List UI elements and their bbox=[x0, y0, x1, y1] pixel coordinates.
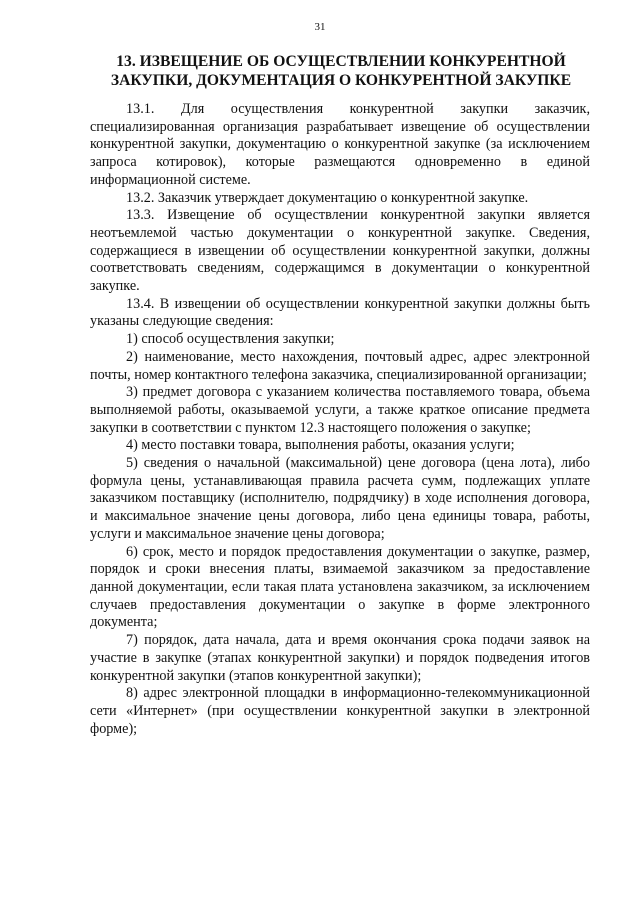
list-item-1: 1) способ осуществления закупки; bbox=[126, 331, 335, 348]
paragraph-13-4: 13.4. В извещении об осуществлении конкурентной закупки должны быть указаны следующие сведения: bbox=[90, 295, 590, 330]
list-item-2: 2) наименование, место нахождения, почтовый адрес, адрес электронной почты, номер контактного телефона заказчика, специализированной организации; bbox=[90, 348, 590, 383]
page-number: 31 bbox=[314, 21, 326, 33]
paragraph-13-1: 13.1. Для осуществления конкурентной закупки заказчик, специализированная организация разрабатывает извещение об осуществлении конкурентной закупки, документацию о конкурентной закупке (за исключением запроса котировок), которые размещаются одновременно в единой информационной системе. bbox=[90, 101, 590, 188]
paragraph-13-3: 13.3. Извещение об осуществлении конкурентной закупки является неотъемлемой частью документации о конкурентной закупке. Сведения, содержащиеся в извещении об осуществлении конкурентной закупки, должны соответствовать сведениям, содержащимся в документации о конкурентной закупке. bbox=[90, 207, 590, 295]
list-item-4: 4) место поставки товара, выполнения работы, оказания услуги; bbox=[126, 437, 515, 454]
list-item-8: 8) адрес электронной площадки в информационно-телекоммуникационной сети «Интернет» (при осуществлении конкурентной закупки в электронной форме); bbox=[90, 685, 590, 737]
body-text bbox=[90, 101, 590, 738]
section-heading-line-1: 13. ИЗВЕЩЕНИЕ ОБ ОСУЩЕСТВЛЕНИИ КОНКУРЕНТНОЙ bbox=[116, 53, 566, 70]
list-item-6: 6) срок, место и порядок предоставления документации о закупке, размер, порядок и сроки внесения платы, взимаемой заказчиком за предоставление данной документации, если такая плата установлена заказчиком, за исключением случаев предоставления документации о закупке в форме электронного документа; bbox=[90, 543, 590, 631]
list-item-3: 3) предмет договора с указанием количества поставляемого товара, объема выполняемой работы, оказываемой услуги, а также краткое описание предмета закупки в соответствии с пунктом 12.3 настоящего положения о закупке; bbox=[90, 384, 590, 436]
section-heading bbox=[96, 52, 586, 90]
section-heading-line-2: ЗАКУПКИ, ДОКУМЕНТАЦИЯ О КОНКУРЕНТНОЙ ЗАКУПКЕ bbox=[110, 72, 572, 89]
paragraph-13-2: 13.2. Заказчик утверждает документацию о конкурентной закупке. bbox=[126, 189, 529, 206]
list-item-5: 5) сведения о начальной (максимальной) цене договора (цена лота), либо формула цены, устанавливающая правила расчета сумм, подлежащих уплате заказчиком поставщику (исполнителю, подрядчику) в ходе исполнения договора, и максимальное значение цены договора, либо цена единицы товара, работы, услуги и максимальное значение цены договора; bbox=[90, 455, 590, 542]
list-item-7: 7) порядок, дата начала, дата и время окончания срока подачи заявок на участие в закупке (этапах конкурентной закупки) и порядок подведения итогов конкурентной закупки (этапов конкурентной закупки); bbox=[90, 632, 590, 684]
